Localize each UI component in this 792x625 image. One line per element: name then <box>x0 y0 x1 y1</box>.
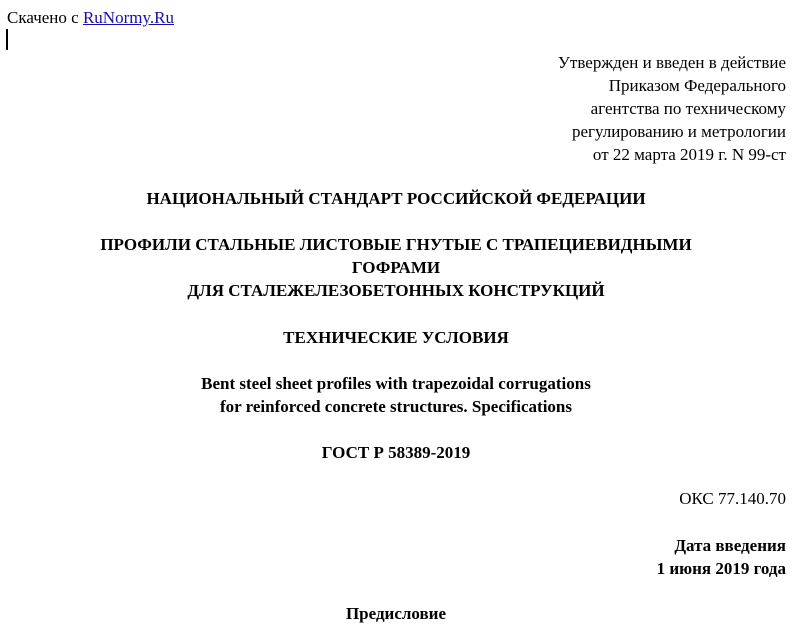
approval-block <box>558 51 786 166</box>
source-link[interactable]: RuNormy.Ru <box>82 8 174 27</box>
english-title <box>0 372 792 418</box>
foreword-heading-text: Предисловие <box>345 604 447 623</box>
text-cursor <box>6 29 8 50</box>
english-title-line: Bent steel sheet profiles with trapezoidal corrugations <box>201 374 591 393</box>
effective-date-value: 1 июня 2019 года <box>656 559 786 578</box>
standard-title-line: ПРОФИЛИ СТАЛЬНЫЕ ЛИСТОВЫЕ ГНУТЫЕ С ТРАПЕЦИЕВИДНЫМИ <box>100 235 692 254</box>
standard-code <box>0 441 792 464</box>
standard-subtitle <box>0 326 792 349</box>
approval-line: Приказом Федерального <box>608 76 786 95</box>
approval-line: от 22 марта 2019 г. N 99-ст <box>592 145 786 164</box>
standard-type-title <box>0 187 792 210</box>
foreword-heading <box>0 602 792 625</box>
approval-line: Утвержден и введен в действие <box>557 53 786 72</box>
source-line <box>7 6 174 29</box>
source-prefix: Скачено с <box>7 8 83 27</box>
effective-date-label: Дата введения <box>674 536 786 555</box>
standard-title-line: ДЛЯ СТАЛЕЖЕЛЕЗОБЕТОННЫХ КОНСТРУКЦИЙ <box>187 281 605 300</box>
approval-line: регулированию и метрологии <box>571 122 786 141</box>
english-title-line: for reinforced concrete structures. Specifications <box>219 397 573 416</box>
oks-code: ОКС 77.140.70 <box>679 489 786 508</box>
standard-code-text: ГОСТ Р 58389-2019 <box>321 443 471 462</box>
standard-title-line: ГОФРАМИ <box>351 258 441 277</box>
standard-type-title-text: НАЦИОНАЛЬНЫЙ СТАНДАРТ РОССИЙСКОЙ ФЕДЕРАЦИИ <box>146 189 646 208</box>
standard-subtitle-text: ТЕХНИЧЕСКИЕ УСЛОВИЯ <box>283 328 509 347</box>
approval-line: агентства по техническому <box>590 99 786 118</box>
effective-date-block <box>657 534 786 580</box>
standard-title <box>0 233 792 302</box>
